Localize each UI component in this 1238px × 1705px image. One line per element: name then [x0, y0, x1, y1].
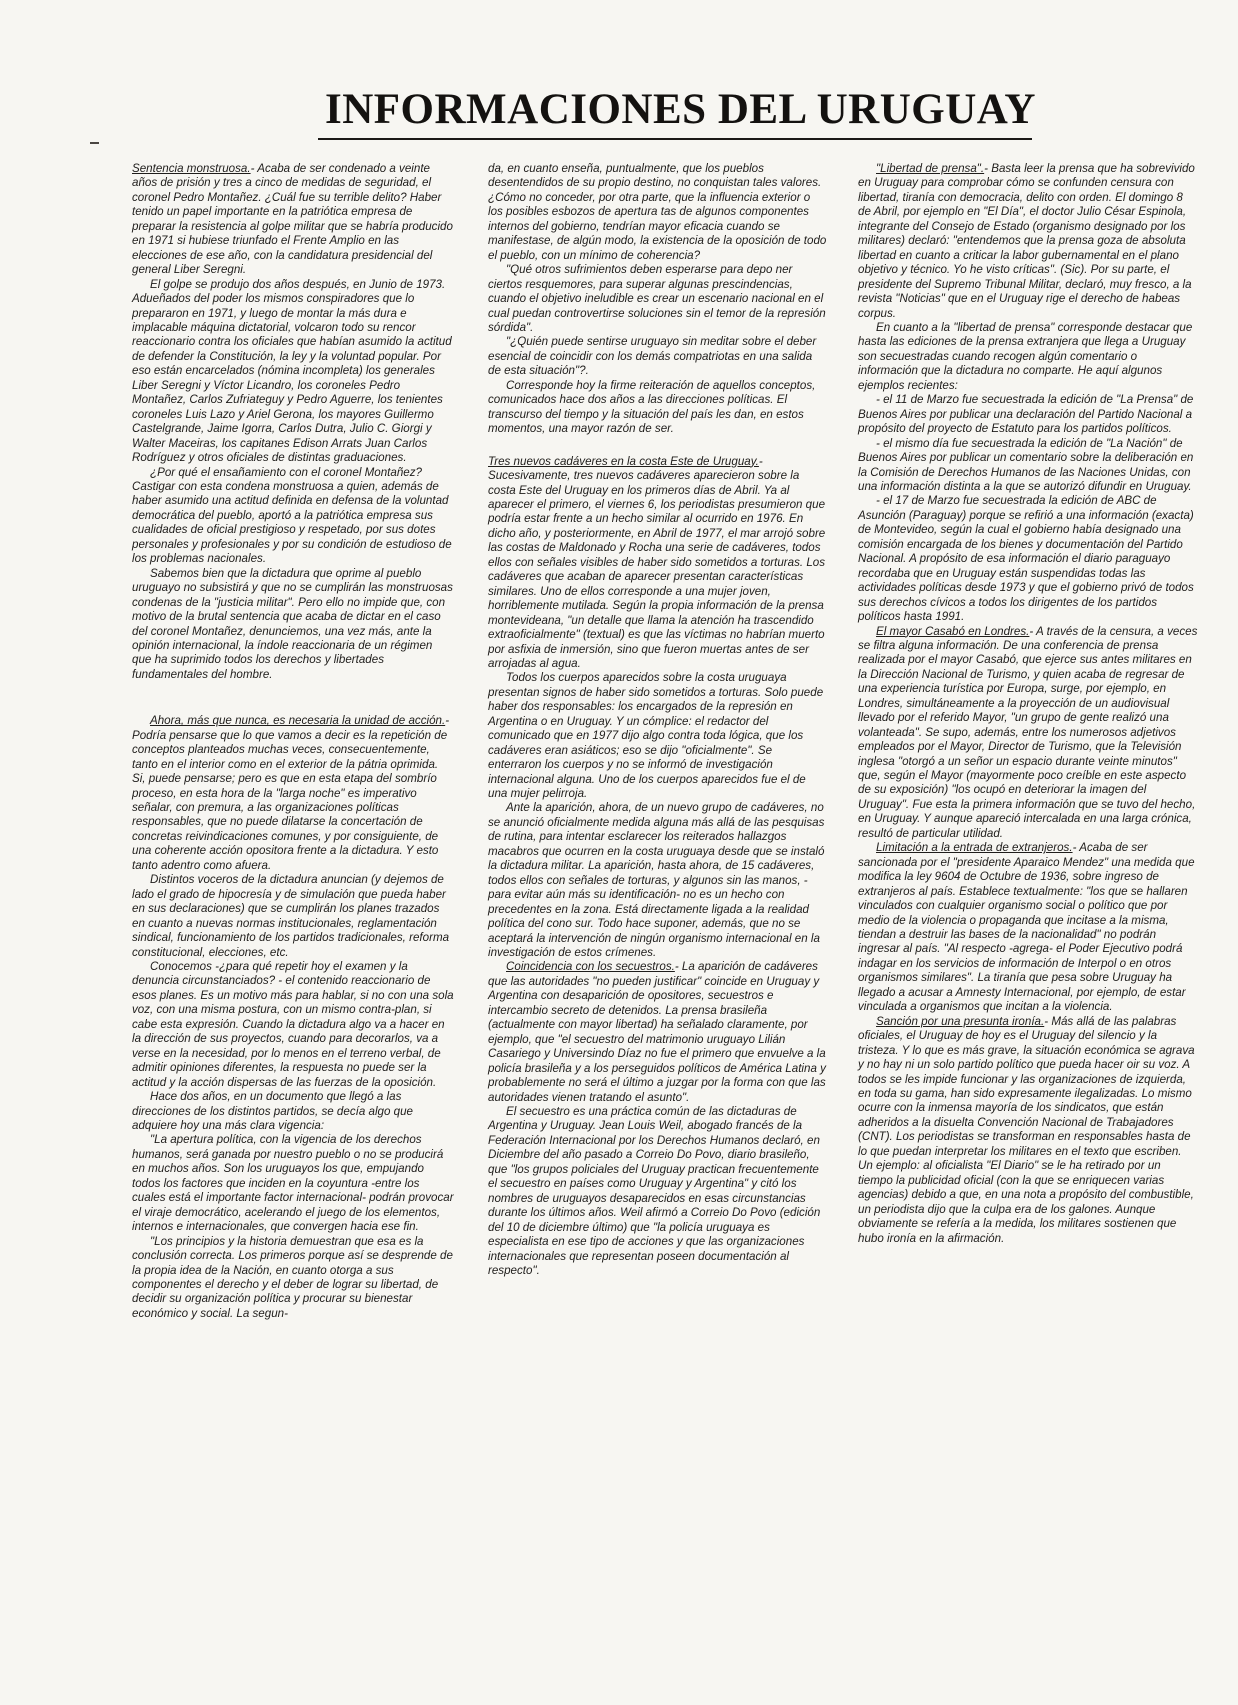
margin-mark — [90, 142, 99, 144]
article-text: Ante la aparición, ahora, de un nuevo grupo de cadáveres, no se anunció oficialmente medida alguna más allá de las pesquisas de rutina, para intentar esclarecer los reiterados hallazgos macabros que ocurren en la costa uruguaya desde que se instaló la dictadura militar. La aparición, hasta ahora, de 15 cadáveres, todos ellos con señales de torturas, y algunos sin las manos, -para evitar aún más su identificación- no es un hecho con precedentes en la zona. Está directamente ligada a la realidad política del cono sur. Todo hace suponer, además, que no se aceptará la intervención de ningún organismo internacional en la investigación de estos crímenes. — [488, 801, 825, 960]
article-text: Hace dos años, en un documento que llegó a las direcciones de los distintos partidos, se decía algo que adquiere hoy una más clara vigencia: — [132, 1090, 413, 1132]
article-text: - el 17 de Marzo fue secuestrada la edición de ABC de Asunción (Paraguay) porque se refirió a una información (exacta) de Montevideo, según la cual el gobierno había designado una comisión encargada de los bienes y documentación del Partido Nacional. A propósito de esa información el diario paraguayo recordaba que en Uruguay están suspendidas todas las actividades políticas desde 1973 y que el gobierno privó de todos sus derechos cívicos a todos los dirigentes de los partidos políticos hasta 1991. — [858, 494, 1194, 624]
article-paragraph — [488, 455, 828, 672]
column-2 — [488, 162, 828, 1278]
article-text: - Más allá de las palabras oficiales, el Uruguay de hoy es el Uruguay del silencio y la tristeza. Y lo que es más grave, la situación económica se agrava y no hay ni un solo partido político que pueda hacer oir su voz. A todos se les impide funcionar y las organizaciones de izquierda, en toda su gama, han sido expresamente ilegalizadas. Lo mismo ocurre con la inmensa mayoría de los sindicatos, que están adheridos a la disuelta Convención Nacional de Trabajadores (CNT). Los periodistas se transforman en responsables hasta de lo que puedan interpretar los militares en el texto que escriben. Un ejemplo: al oficialista "El Diario" se le ha retirado por un tiempo la publicidad oficial (con la que se enriquecen varias agencias) debido a que, en una nota a propósito del combustible, un periodista dijo que la culpa era de los galones. Aunque obviamente se refería a la medida, los militares sostienen que hubo ironía en la afirmación. — [858, 1014, 1195, 1245]
article-paragraph — [858, 393, 1198, 436]
article-text: - el 11 de Marzo fue secuestrada la edición de "La Prensa" de Buenos Aires por publicar una declaración del Partido Nacional a propósito del proyecto de Estatuto para los partidos políticos. — [858, 393, 1194, 436]
article-paragraph — [858, 841, 1198, 1014]
title-rule — [318, 138, 1032, 140]
article-paragraph — [132, 466, 454, 567]
article-heading: Ahora, más que nunca, es necesaria la unidad de acción. — [150, 714, 446, 728]
article-heading: Tres nuevos cadáveres en la costa Este de Uruguay. — [488, 454, 759, 468]
article-paragraph — [132, 1133, 454, 1234]
article-paragraph — [858, 625, 1198, 842]
article-paragraph — [858, 321, 1198, 393]
article-paragraph — [132, 567, 454, 683]
article-paragraph — [488, 335, 828, 378]
article-paragraph — [488, 960, 828, 1105]
article-text: "Qué otros sufrimientos deben esperarse para depo ner ciertos resquemores, para superar algunas prescindencias, cuando el objetivo ineludible es crear un escenario nacional en el cual puedan controvertirse soluciones sin el temor de la represión sórdida". — [488, 263, 826, 334]
article-text: - Podría pensarse que lo que vamos a decir es la repetición de conceptos planteados muchas veces, consecuentemente, tanto en el interior como en el exterior de la pátria oprimida. Si, puede pensarse; pero es que en esta etapa del sombrío proceso, en esta hora de la "larga noche" es imperativo señalar, con premura, a las organizaciones políticas responsables, que no puede dilatarse la concertación de concretas reivindicaciones comunes, y por consiguiente, de una coherente acción opositora frente a la dictadura. Y esto tanto adentro como afuera. — [132, 714, 450, 872]
article-paragraph — [488, 1105, 828, 1278]
article-text: ¿Por qué el ensañamiento con el coronel Montañez? Castigar con esta condena monstruosa a quien, además de haber asumido una actitud definida en defensa de la voluntad democrática del pueblo, aportó a la patriótica empresa sus cualidades de oficial prestigioso y respetado, por sus dotes personales y profesionales y por su condición de estudioso de los problemas nacionales. — [132, 465, 452, 566]
article-paragraph — [132, 873, 454, 960]
article-paragraph — [858, 162, 1198, 321]
article-paragraph — [132, 1090, 454, 1133]
article-text: - Acaba de ser condenado a veinte años de prisión y tres a cinco de medidas de seguridad, el coronel Pedro Montañez. ¿Cuál fue su terrible delito? Haber tenido un papel importante en la patriótica empresa de preparar la resistencia al golpe militar que se habría producido en 1971 si hubiese triunfado el Frente Amplio en las elecciones de ese año, con la candidatura presidencial del general Liber Seregni. — [132, 162, 453, 277]
article-text: - La aparición de cadáveres que las autoridades "no pueden justificar" coincide en Uruguay y Argentina con desaparición de opositores, secuestros e intercambio secreto de detenidos. La prensa brasileña (actualmente con mayor libertad) ha señalado claramente, por ejemplo, que "el secuestro del matrimonio uruguayo Lilián Casariego y Universindo Díaz no fue el primero que envuelve a la policía brasileña y a los perseguidos políticos de América Latina y probablemente no será el último a juzgar por la forma con que las autoridades vienen tratando el asunto". — [488, 960, 826, 1104]
article-paragraph — [132, 278, 454, 466]
article-text: Todos los cuerpos aparecidos sobre la costa uruguaya presentan signos de haber sido sometidos a torturas. Solo puede haber dos responsables: los encargados de la represión en Argentina o en Uruguay. Y un cómplice: el redactor del comunicado que en 1977 dijo algo contra toda lógica, que los cadáveres eran asiáticos; eso se dijo "oficialmente". Se enterraron los cuerpos y no se informó de investigación internacional alguna. Uno de los cuerpos aparecidos fue el de una mujer pelirroja. — [488, 671, 824, 801]
article-paragraph — [488, 263, 828, 335]
article-text: - Basta leer la prensa que ha sobrevivido en Uruguay para comprobar cómo se confunden censura con libertad, tiranía con democracia, delito con orden. El domingo 8 de Abril, por ejemplo en "El Día", el doctor Julio César Espinola, integrante del Consejo de Estado (organismo designado por los militares) declaró: "entendemos que la prensa goza de absoluta libertad en cuanto a criticar la labor gubernamental en el plano objetivo y técnico. Yo he visto críticas". (Sic). Por su parte, el presidente del Supremo Tribunal Militar, declaró, muy fresco, a la revista "Noticias" que en el Uruguay rige el derecho de habeas corpus. — [858, 162, 1195, 320]
article-heading: Limitación a la entrada de extranjeros. — [876, 841, 1073, 855]
article-paragraph — [488, 671, 828, 801]
article-paragraph — [132, 714, 454, 873]
article-text: Distintos voceros de la dictadura anuncian (y dejemos de lado el grado de hipocresía y de simulación que pueda haber en sus declaraciones) que se cumplirán los planes trazados en cuanto a nuevas normas institucionales, reglamentación sindical, funcionamiento de los partidos tradicionales, reforma constitucional, elecciones, etc. — [132, 873, 450, 959]
article-text: - Acaba de ser sancionada por el "presidente Aparaico Mendez" una medida que modifica la ley 9604 de Octubre de 1936, sobre ingreso de extranjeros al país. Establece textualmente: "los que se hallaren vinculados con cualquier organismo social o político que por medio de la violencia o propaganda que incitase a la misma, tiendan a destruir las bases de la nacionalidad" no podrán ingresar al país. "Al respecto -agrega- el Poder Ejecutivo podrá indagar en los servicios de información de Interpol o en otros organismos similares". La tiranía que pesa sobre Uruguay ha llegado a acusar a Amnesty Internacional, por ejemplo, de estar vinculada a organismos que incitan a la violencia. — [858, 841, 1195, 1014]
column-3 — [858, 162, 1198, 1246]
article-heading: Sentencia monstruosa. — [132, 162, 251, 175]
article-paragraph — [132, 960, 454, 1090]
article-paragraph — [858, 437, 1198, 495]
article-text: El secuestro es una práctica común de las dictaduras de Argentina y Uruguay. Jean Louis Weil, abogado francés de la Federación Internacional por los Derechos Humanos declaró, en Diciembre del año pasado a Correio Do Povo, diario brasileño, que "los grupos policiales del Uruguay practican frecuentemente el secuestro en países como Uruguay y Argentina" y citó los nombres de uruguayos desaparecidos en esas circunstancias durante los últimos años. Weil afirmó a Correio Do Povo (edición del 10 de diciembre último) que "la policía uruguaya es especialista en ese tipo de acciones y que las organizaciones internacionales que representan poseen documentación al respecto". — [488, 1105, 821, 1277]
article-heading: El mayor Casabó en Londres. — [876, 624, 1030, 638]
article-paragraph — [488, 162, 828, 263]
article-text: "¿Quién puede sentirse uruguayo sin meditar sobre el deber esencial de coincidir con los demás compatriotas en una salida de esta situación"?. — [488, 335, 817, 378]
article-paragraph — [488, 801, 828, 960]
article-text: - A través de la censura, a veces se filtra alguna información. De una conferencia de prensa realizada por el mayor Casabó, que ejerce sus antes militares en la Dirección Nacional de Turismo, y quien acaba de regresar de una experiencia turística por Europa, surge, por ejemplo, en Londres, simultáneamente a la proyección de un audiovisual llevado por el referido Mayor, "un grupo de gente realizó una volanteada". Se supo, además, entre los numerosos adjetivos empleados por el Mayor, Director de Turismo, que la Televisión inglesa "otorgó a un señor un espacio durante veinte minutos" que, según el Mayor (mayormente poco creíble en este aspecto de su exposición) "los ocupó en deteriorar la imagen del Uruguay". Fue esta la primera información que se tuvo del hecho, en Uruguay. Y aunque apareció intercalada en una larga crónica, resultó de particular utilidad. — [858, 624, 1198, 840]
article-text: El golpe se produjo dos años después, en Junio de 1973. Adueñados del poder los mismos conspiradores que lo prepararon en 1971, y luego de montar la más dura e implacable máquina dictatorial, volcaron todo su rencor reaccionario contra los oficiales que habían asumido la actitud de defender la Constitución, la ley y la voluntad popular. Por eso están encarcelados (nómina incompleta) los generales Liber Seregni y Víctor Licandro, los coroneles Pedro Montañez, Carlos Zufriateguy y Pedro Aguerre, los tenientes coroneles Luis Lazo y Ariel Gerona, los mayores Guillermo Castelgrande, Jaime Igorra, Carlos Dutra, Julio C. Giorgi y Walter Maceiras, los capitanes Edison Arrats Juan Carlos Rodríguez y otros oficiales de distintas graduaciones. — [132, 277, 452, 465]
article-text: En cuanto a la "libertad de prensa" corresponde destacar que hasta las ediciones de la prensa extranjera que llega a Uruguay son secuestradas cuando recogen algún comentario o información que la dictadura no comparte. He aquí algunos ejemplos recientes: — [858, 320, 1193, 392]
article-paragraph — [488, 379, 828, 437]
article-text: "Los principios y la historia demuestran que esa es la conclusión correcta. Los primeros porque así se desprende de la propia idea de la Nación, en cuanto otorga a sus componentes el derecho y el deber de lograr su libertad, de decidir su organización política y procurar su bienestar económico y social. La segun- — [132, 1234, 453, 1320]
article-heading: "Libertad de prensa". — [876, 162, 985, 175]
column-1 — [132, 162, 454, 1321]
page-title: INFORMACIONES DEL URUGUAY — [325, 86, 1036, 133]
article-paragraph — [858, 1015, 1198, 1246]
article-text: Corresponde hoy la firme reiteración de aquellos conceptos, comunicados hace dos años a las direcciones políticas. El transcurso del tiempo y la situación del país les dan, en estos momentos, una mayor razón de ser. — [488, 378, 816, 436]
article-text: Sabemos bien que la dictadura que oprime al pueblo uruguayo no subsistirá y que no se cumplirán las monstruosas condenas de la "justicia militar". Pero ello no impide que, con motivo de la brutal sentencia que acaba de dictar en el caso del coronel Montañez, denunciemos, una vez más, ante la opinión internacional, la índole reaccionaria de un régimen que ha suprimido todos los derechos y libertades fundamentales del hombre. — [132, 566, 453, 681]
article-paragraph — [132, 1235, 454, 1322]
article-text: - el mismo día fue secuestrada la edición de "La Nación" de Buenos Aires por publicar un comentario sobre la deliberación en la Comisión de Derechos Humanos de las Naciones Unidas, con una información distinta a la que se autorizó difundir en Uruguay. — [858, 436, 1194, 493]
article-heading: Sanción por una presunta ironía. — [876, 1014, 1045, 1028]
article-heading: Coincidencia con los secuestros. — [506, 960, 675, 974]
article-text: da, en cuanto enseña, puntualmente, que los pueblos desentendidos de su propio destino, no conquistan tales valores. ¿Cómo no conceder, por otra parte, que la influencia exterior o los posibles esbozos de apertura tas de algunos componentes internos del gobierno, tendrían mayor eficacia cuando se manifestase, de algún modo, la existencia de la oposición de todo el pueblo, con un mínimo de coherencia? — [488, 162, 827, 262]
article-text: "La apertura política, con la vigencia de los derechos humanos, será ganada por nuestro pueblo o no se producirá en muchos años. Son los uruguayos los que, empujando todos los factores que inciden en la coyuntura -entre los cuales está el importante factor internacional- podrán provocar el viraje democrático, acelerando el juego de los elementos, internos e internacionales, que convergen hacia ese fin. — [132, 1133, 454, 1234]
article-paragraph — [858, 494, 1198, 624]
article-text: Conocemos -¿para qué repetir hoy el examen y la denuncia circunstanciados? - el contenido reaccionario de esos planes. Es un motivo más para hablar, si no con una sola voz, con una misma postura, con un mismo contra-plan, si cabe esta expresión. Cuando la dictadura algo va a hacer en la dirección de sus proyectos, cuando para decorarlos, va a verse en la necesidad, por lo menos en el terreno verbal, de admitir opiniones diferentes, la respuesta no puede ser la actitud y la acción dispersas de las fuerzas de la oposición. — [132, 960, 454, 1089]
article-text: - Sucesivamente, tres nuevos cadáveres aparecieron sobre la costa Este del Uruguay en los primeros días de Abril. Ya al aparecer el primero, el viernes 6, los periodistas presumieron que podría estar frente a un hecho similar al ocurrido en 1976. En dicho año, y posteriormente, en Abril de 1977, el mar arrojó sobre las costas de Maldonado y Rocha una serie de cadáveres, todos ellos con señales visibles de haber sido sometidos a torturas. Los cadáveres que acaban de aparecer presentan características similares. Uno de ellos corresponde a una mujer joven, horriblemente mutilada. Según la propia información de la prensa montevideana, "un detalle que llama la atención ha trascendido extraoficialmente" (textual) es que las víctimas no habrían muerto por asfixia de inmersión, sino que fueron muertas antes de ser arrojadas al agua. — [488, 454, 826, 670]
article-paragraph — [132, 162, 454, 278]
